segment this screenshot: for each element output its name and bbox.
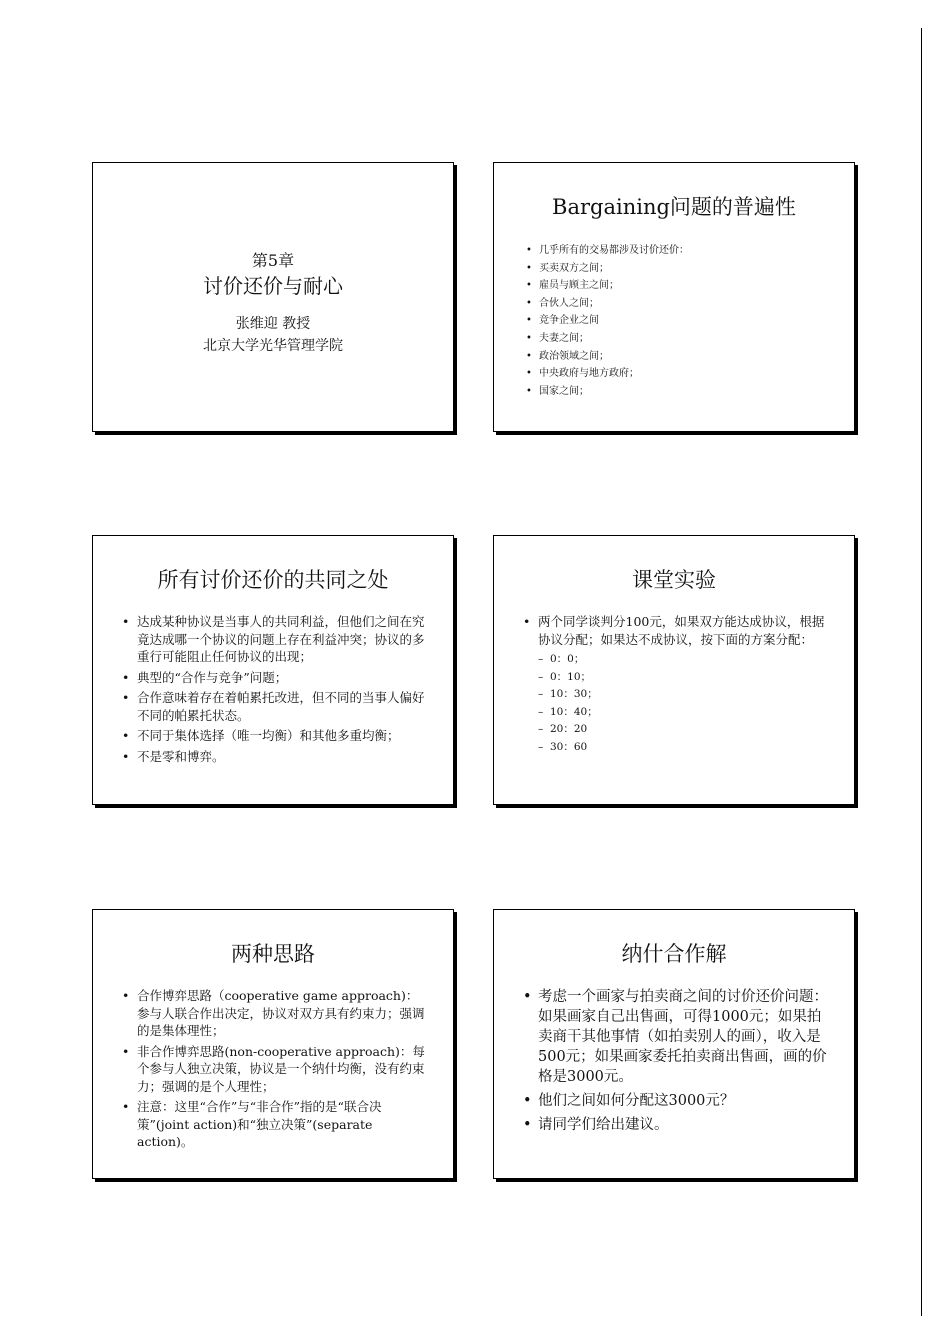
list-item: • 政治领域之间； [526,348,854,366]
list-item: • 注意：这里“合作”与“非合作”指的是“联合决策”(joint action)和“独立决策”(separate action)。 [121,1098,429,1151]
list-item: • 竞争企业之间 [526,312,854,330]
bullet-list [522,613,830,648]
list-item: • 典型的“合作与竞争”问题； [121,669,429,687]
slide-heading: 纳什合作解 [621,942,727,966]
sub-list-item: – 10：30； [538,686,854,704]
slide-common-features [92,535,454,805]
bullet-list [121,613,429,765]
list-item: • 他们之间如何分配这3000元？ [522,1091,830,1111]
sub-list-item: – 10：40； [538,704,854,722]
slide-classroom-experiment [493,535,855,805]
list-item: • 两个同学谈判分100元，如果双方能达成协议，根据协议分配；如果达不成协议，按下面的方案分配： [522,613,830,648]
author-affiliation: 北京大学光华管理学院 [203,338,343,354]
sub-list-item: – 20：20 [538,721,854,739]
list-item: • 不同于集体选择（唯一均衡）和其他多重均衡； [121,727,429,745]
sub-list-item: – 0：10； [538,669,854,687]
list-item: • 中央政府与地方政府； [526,365,854,383]
chapter-label: 第5章 [251,251,295,270]
page-edge-line [921,28,922,1316]
presentation-title: 讨价还价与耐心 [203,274,343,298]
list-item: • 几乎所有的交易都涉及讨价还价： [526,242,854,260]
bullet-list [121,987,429,1151]
slide-nash-solution [493,909,855,1179]
list-item: • 达成某种协议是当事人的共同利益，但他们之间在究竟达成哪一个协议的问题上存在利益冲突；协议的多重行可能阻止任何协议的出现； [121,613,429,666]
list-item: • 合伙人之间； [526,295,854,313]
list-item: • 合作博弈思路（cooperative game approach)：参与人联合作出决定，协议对双方具有约束力；强调的是集体理性； [121,987,429,1040]
bullet-list [522,987,830,1135]
list-item: • 考虑一个画家与拍卖商之间的讨价还价问题：如果画家自己出售画，可得1000元；如果拍卖商干其他事情（如拍卖别人的画），收入是500元；如果画家委托拍卖商出售画，画的价格是3000元。 [522,987,830,1087]
author-name: 张维迎 教授 [235,316,311,332]
slide-title [92,162,454,432]
slide-heading: Bargaining问题的普遍性 [552,195,796,219]
list-item: • 非合作博弈思路(non-cooperative approach)：每个参与人独立决策，协议是一个纳什均衡，没有约束力；强调的是个人理性； [121,1043,429,1096]
slide-heading: 所有讨价还价的共同之处 [157,568,389,592]
list-item: • 请同学们给出建议。 [522,1115,830,1135]
list-item: • 雇员与顾主之间； [526,277,854,295]
slide-two-approaches [92,909,454,1179]
sub-list-item: – 0：0； [538,651,854,669]
list-item: • 合作意味着存在着帕累托改进，但不同的当事人偏好不同的帕累托状态。 [121,689,429,724]
sub-bullet-list [538,651,854,757]
slide-heading: 课堂实验 [632,568,716,592]
slide-heading: 两种思路 [231,942,315,966]
list-item: • 不是零和博弈。 [121,748,429,766]
list-item: • 夫妻之间； [526,330,854,348]
slide-bargaining-universality [493,162,855,432]
bullet-list [526,242,854,400]
list-item: • 买卖双方之间； [526,260,854,278]
list-item: • 国家之间； [526,383,854,401]
sub-list-item: – 30：60 [538,739,854,757]
